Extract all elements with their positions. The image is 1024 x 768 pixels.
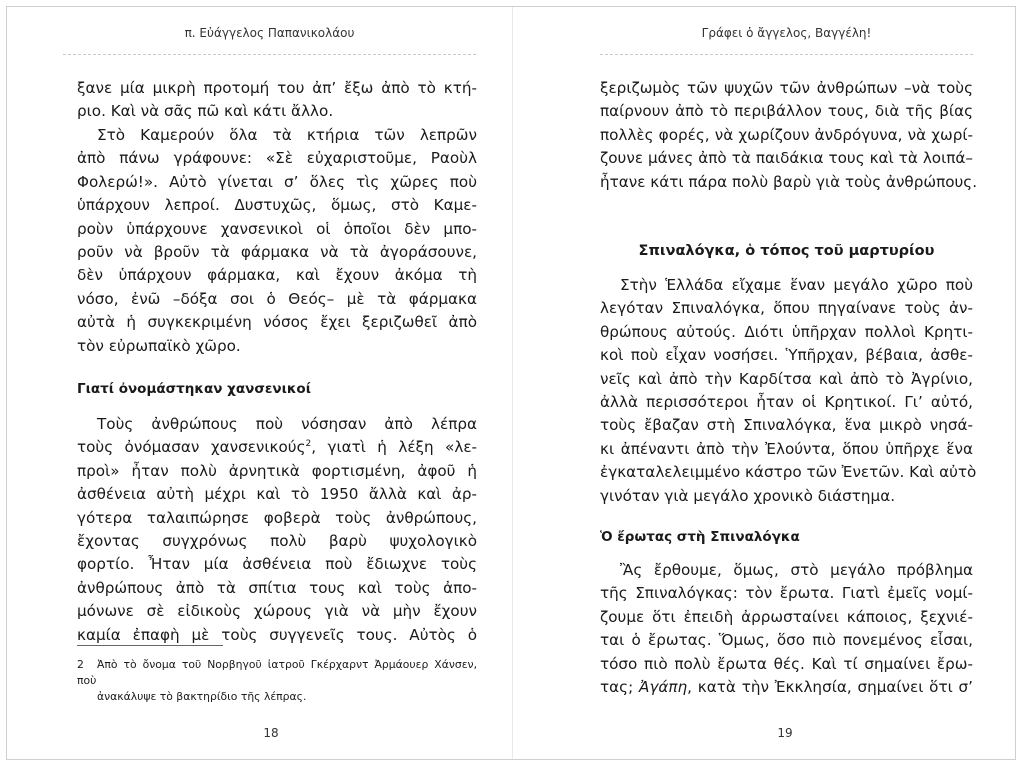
left-paragraph-2	[77, 124, 477, 358]
right-page	[512, 7, 1017, 759]
text-line: ριο. Καὶ νὰ σᾶς πῶ καὶ κάτι ἄλλο.	[77, 102, 334, 121]
footnote	[77, 657, 477, 705]
text-line: ξανε μία μικρὴ προτομή του ἀπ’ ἔξω ἀπὸ τὸ κτή-	[77, 79, 477, 97]
text-line: καμία ἐπαφὴ μὲ τοὺς συγγενεῖς τους. Αὐτὸς ὁ	[77, 625, 477, 644]
book-spread	[6, 6, 1016, 760]
footnote-rule	[77, 645, 223, 646]
text-line: ὑπάρχουν λεπροί. Δυστυχῶς, ὅμως, στὸ Καμε-	[77, 196, 477, 215]
text-line: πολλὲς φορές, νὰ χωρίζουν ἀνδρόγυνα, νὰ χωρί-	[600, 125, 973, 144]
text-line: ἦτανε κάτι πάρα πολὺ βαρὺ γιὰ τοὺς ἀνθρώπους.	[600, 172, 978, 191]
text-line: δὲν ὑπάρχουν φάρμακα, καὶ ἔχουν ἀκόμα τὴ	[77, 266, 477, 285]
text-line: ζουμε ὅτι ἐπειδὴ ἀρρωσταίνει κάποιος, ξεχνιέ-	[600, 607, 973, 626]
text-line: νόσο, ἐνῶ –δόξα σοι ὁ Θεός– μὲ τὰ φάρμακα	[77, 289, 477, 308]
text-line: αὐτὰ ἡ συγκεκριμένη νόσος ἔχει ξεριζωθεῖ ἀπὸ	[77, 313, 477, 332]
page-number: 18	[263, 726, 279, 740]
text-line: Ἂς ἔρθουμε, ὅμως, στὸ μεγάλο πρόβλημα	[620, 561, 973, 579]
header-rule	[63, 54, 476, 55]
text-line: φορτίο. Ἦταν μία ἀσθένεια ποὺ ἔδιωχνε τοὺς	[77, 555, 477, 574]
right-paragraph-3	[600, 559, 973, 699]
footnote-ref[interactable]: 2	[305, 439, 312, 450]
running-head-author: π. Εὐάγγελος Παπανικολάου	[184, 26, 355, 40]
text-line: τοὺς ἔβαζαν στὴ Σπιναλόγκα, ἕνα μικρὸ νησά-	[600, 416, 973, 435]
right-paragraph-1	[600, 77, 978, 194]
text-line: προὶ» ἦταν πολὺ ἀρνητικὰ φορτισμένη, ἀφοῦ ἡ	[77, 461, 477, 480]
text-line: γινόταν γιὰ μεγάλο χρονικὸ διάστημα.	[600, 486, 896, 505]
footnote-text: ἀνακάλυψε τὸ βακτηρίδιο τῆς λέπρας.	[97, 690, 307, 703]
right-paragraph-2	[600, 274, 977, 508]
text-line: θρώπους αὐτούς. Διότι ὑπῆρχαν πολλοὶ Κρητι-	[600, 322, 973, 341]
text-line: τὸν εὐρωπαϊκὸ χῶρο.	[77, 336, 241, 355]
text-line: ἐγκαταλελειμμένο κάστρο τῶν Ἐνετῶν. Καὶ αὐτὸ	[600, 463, 977, 482]
text-line: γότερα ταλαιπώρησε φοβερὰ τοὺς ἀνθρώπους,	[77, 508, 477, 527]
footnote-text: Ἀπὸ τὸ ὄνομα τοῦ Νορβηγοῦ ἰατροῦ Γκέρχαρντ Ἀρμάουερ Χάνσεν, ποὺ	[77, 658, 477, 687]
text-line: κοὶ ποὺ εἶχαν νοσήσει. Ὑπῆρχαν, βέβαια, ἀσθε-	[600, 346, 973, 365]
text-line: ἀλλὰ περισσότεροι ἦταν οἱ Κρητικοί. Γι’ αὐτό,	[600, 393, 973, 412]
text-line: Στὴν Ἑλλάδα εἴχαμε ἕναν μεγάλο χῶρο ποὺ	[620, 276, 973, 294]
header-rule	[600, 54, 973, 55]
page-number: 19	[777, 726, 793, 740]
footnote-number: 2	[77, 658, 84, 671]
text-line: Στὸ Καμερούν ὅλα τὰ κτήρια τῶν λεπρῶν	[97, 126, 477, 144]
running-head-title: Γράφει ὁ ἄγγελος, Βαγγέλη!	[701, 26, 872, 40]
section-heading: Γιατί ὀνομάστηκαν χανσενικοί	[77, 381, 311, 397]
text-line	[600, 676, 973, 699]
text-line: ζουνε μάνες ἀπὸ τὰ παιδάκια τους καὶ τὰ λοιπά–	[600, 149, 973, 168]
text-line: ροὺν ὑπάρχουνε χανσενικοὶ οἱ ὁποῖοι δὲν μπο-	[77, 219, 477, 238]
left-paragraph-1	[77, 77, 477, 124]
italic-term: Ἀγάπη	[638, 678, 688, 697]
text-span: τοὺς ὀνόμασαν χανσενικούς	[77, 438, 306, 457]
section-heading: Σπιναλόγκα, ὁ τόπος τοῦ μαρτυρίου	[638, 243, 935, 259]
text-span: , γιατὶ ἡ λέξη «λε-	[311, 438, 478, 457]
text-line: Φολερώ!». Αὐτὸ γίνεται σ’ ὅλες τὶς χῶρες ποὺ	[77, 172, 477, 191]
text-line: κι ἀπέναντι ἀπὸ τὴν Ἐλούντα, ὅπου ὑπῆρχε ἕνα	[600, 439, 973, 458]
text-line: μόνωνε σὲ εἰδικοὺς χώρους γιὰ νὰ μὴν ἔχουν	[77, 602, 477, 621]
text-line: παίρνουν ἀπὸ τὸ περιβάλλον τους, διὰ τῆς βίας	[600, 102, 973, 121]
text-line: τῆς Σπιναλόγκας: τὸν ἔρωτα. Γιατὶ ἐμεῖς νομί-	[600, 584, 973, 603]
text-line: τόσο πιὸ πολὺ ἔρωτα θές. Καὶ τί σημαίνει ἔρω-	[600, 654, 973, 673]
text-line: Τοὺς ἀνθρώπους ποὺ νόσησαν ἀπὸ λέπρα	[97, 415, 477, 433]
text-line: ροῦν νὰ βροῦν τὰ φάρμακα νὰ τὰ ἀγοράσουνε,	[77, 243, 477, 262]
text-line: ξεριζωμὸς τῶν ψυχῶν τῶν ἀνθρώπων –νὰ τοὺς	[600, 79, 973, 97]
section-heading: Ὁ ἔρωτας στὴ Σπιναλόγκα	[600, 529, 800, 545]
text-line: λεγόταν Σπιναλόγκα, ὅπου πηγαίνανε τοὺς ἀν-	[600, 299, 973, 318]
text-line: ἔχοντας συγχρόνως πολὺ βαρὺ ψυχολογικὸ	[77, 532, 477, 551]
text-line: ἀσθένεια αὐτὴ μέχρι καὶ τὸ 1950 ἄλλὰ καὶ ἀρ-	[77, 485, 477, 504]
left-paragraph-3	[77, 413, 477, 647]
text-line: νεῖς καὶ ἀπὸ τὴν Καρδίτσα καὶ ἀπὸ τὸ Ἀγρίνιο,	[600, 369, 973, 388]
left-page	[7, 7, 512, 759]
text-span: τας;	[600, 678, 639, 697]
text-line: ἀπὸ πάνω γράφουνε: «Σὲ εὐχαριστοῦμε, Ραοὺλ	[77, 149, 477, 168]
text-line: ται ὁ ἔρωτας. Ὅμως, ὅσο πιὸ πονεμένος εἶσαι,	[600, 631, 973, 650]
text-span: , κατὰ τὴν Ἐκκλησία, σημαίνει ὅτι σ’	[687, 678, 973, 697]
text-line: ἀνθρώπους ἀπὸ τὰ σπίτια τους καὶ τοὺς ἀπο-	[77, 578, 477, 597]
text-line	[77, 436, 477, 459]
